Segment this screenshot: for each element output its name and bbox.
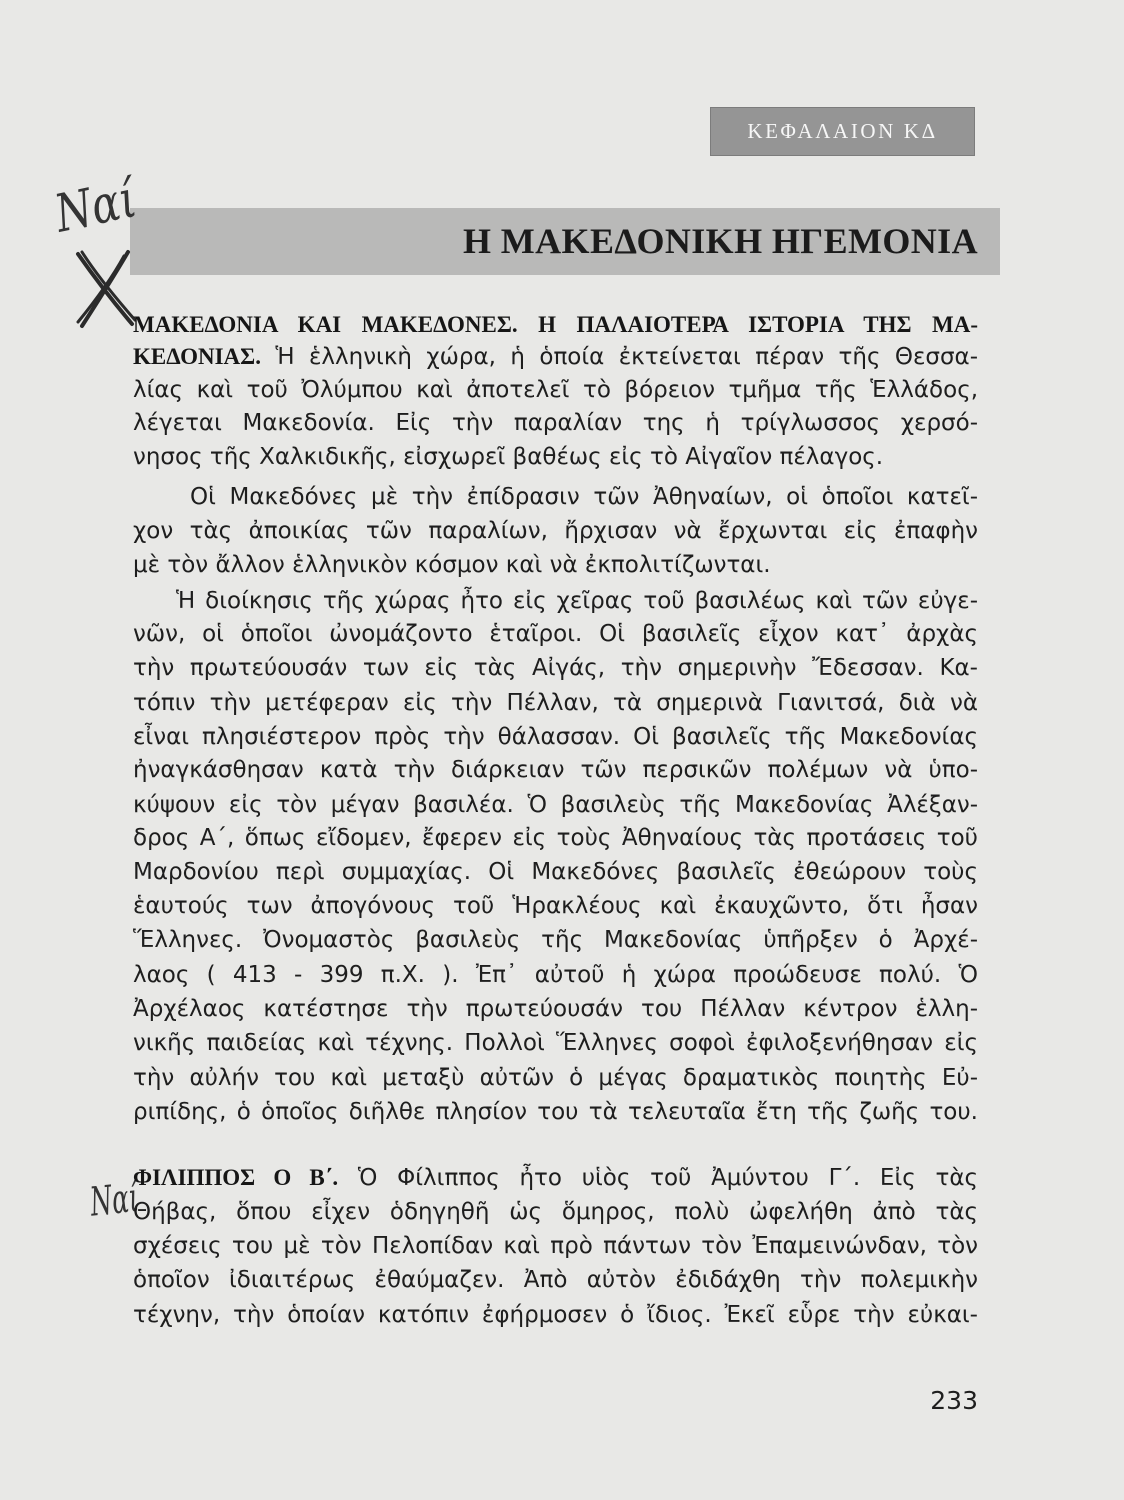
handwritten-note: Ναί: [88, 1174, 141, 1226]
text-line: ριπίδης, ὁ ὁποῖος διῆλθε πλησίον του τὰ τελευταῖα ἔτη τῆς ζωῆς του.: [133, 1099, 978, 1125]
text-line: τόπιν τὴν μετέφεραν εἰς τὴν Πέλλαν, τὰ σημερινὰ Γιανιτσά, διὰ νὰ: [133, 690, 978, 716]
text-line: Οἱ Μακεδόνες μὲ τὴν ἐπίδρασιν τῶν Ἀθηναίων, οἱ ὁποῖοι κατεῖ-: [190, 484, 978, 510]
handwritten-note: Ναί: [50, 169, 142, 245]
section-heading: ΦΙΛΙΠΠΟΣ Ο Β΄.: [133, 1165, 339, 1190]
section-heading: ΜΑΚΕΔΟΝΙΑ ΚΑΙ ΜΑΚΕΔΟΝΕΣ. Η ΠΑΛΑΙΟΤΕΡΑ ΙΣΤΟΡΙΑ ΤΗΣ ΜΑ-: [133, 312, 978, 337]
text-line: [133, 1161, 978, 1195]
text-line: Θήβας, ὅπου εἶχεν ὁδηγηθῆ ὡς ὅμηρος, πολὺ ὠφελήθη ἀπὸ τὰς: [133, 1199, 978, 1225]
text-line: Ἡ διοίκησις τῆς χώρας ἦτο εἰς χεῖρας τοῦ βασιλέως καὶ τῶν εὐγε-: [176, 588, 978, 614]
text-line: τὴν πρωτεύουσάν των εἰς τὰς Αἰγάς, τὴν σημερινὴν Ἔδεσσαν. Κα-: [133, 655, 978, 681]
chapter-label: ΚΕΦΑΛΑΙΟΝ ΚΔ: [710, 107, 975, 156]
section-heading: ΚΕΔΟΝΙΑΣ.: [133, 344, 261, 369]
text-line: λέγεται Μακεδονία. Εἰς τὴν παραλίαν της ἡ τρίγλωσσος χερσό-: [133, 410, 978, 436]
text-line: νῶν, οἱ ὁποῖοι ὠνομάζοντο ἑταῖροι. Οἱ βασιλεῖς εἶχον κατ᾿ ἀρχὰς: [133, 621, 978, 647]
text-line: [133, 340, 978, 374]
text-line: μὲ τὸν ἄλλον ἑλληνικὸν κόσμον καὶ νὰ ἐκπολιτίζωνται.: [133, 552, 771, 578]
handwritten-cross-mark: [62, 246, 142, 330]
text-line: Μαρδονίου περὶ συμμαχίας. Οἱ Μακεδόνες βασιλεῖς ἐθεώρουν τοὺς: [133, 859, 978, 885]
page-number: 233: [930, 1386, 978, 1415]
chapter-title: Η ΜΑΚΕΔΟΝΙΚΗ ΗΓΕΜΟΝΙΑ: [462, 221, 978, 261]
text-line: ἑαυτούς των ἀπογόνους τοῦ Ἡρακλέους καὶ ἐκαυχῶντο, ὅτι ἦσαν: [133, 893, 978, 919]
text-line-content: Ὁ Φίλιππος ἦτο υἱὸς τοῦ Ἀμύντου Γ΄. Εἰς τὰς: [357, 1165, 978, 1191]
text-line: νησος τῆς Χαλκιδικῆς, εἰσχωρεῖ βαθέως εἰς τὸ Αἰγαῖον πέλαγος.: [133, 444, 884, 470]
text-line: σχέσεις του μὲ τὸν Πελοπίδαν καὶ πρὸ πάντων τὸν Ἐπαμεινώνδαν, τὸν: [133, 1233, 978, 1259]
text-line: Ἀρχέλαος κατέστησε τὴν πρωτεύουσάν του Πέλλαν κέντρον ἑλλη-: [133, 996, 978, 1022]
text-line: τὴν αὐλήν του καὶ μεταξὺ αὐτῶν ὁ μέγας δραματικὸς ποιητὴς Εὐ-: [133, 1065, 978, 1091]
title-band: [130, 208, 1000, 275]
text-line: εἶναι πλησιέστερον πρὸς τὴν θάλασσαν. Οἱ βασιλεῖς τῆς Μακεδονίας: [133, 724, 978, 750]
text-line: δρος Α΄, ὅπως εἴδομεν, ἔφερεν εἰς τοὺς Ἀθηναίους τὰς προτάσεις τοῦ: [133, 825, 978, 851]
text-line: ἠναγκάσθησαν κατὰ τὴν διάρκειαν τῶν περσικῶν πολέμων νὰ ὑπο-: [133, 757, 978, 783]
text-line: λίας καὶ τοῦ Ὀλύμπου καὶ ἀποτελεῖ τὸ βόρειον τμῆμα τῆς Ἑλλάδος,: [133, 377, 978, 403]
text-line: ὁποῖον ἰδιαιτέρως ἐθαύμαζεν. Ἀπὸ αὐτὸν ἐδιδάχθη τὴν πολεμικὴν: [133, 1267, 978, 1293]
text-line: νικῆς παιδείας καὶ τέχνης. Πολλοὶ Ἕλληνες σοφοὶ ἐφιλοξενήθησαν εἰς: [133, 1030, 978, 1056]
text-line: τέχνην, τὴν ὁποίαν κατόπιν ἐφήρμοσεν ὁ ἴδιος. Ἐκεῖ εὗρε τὴν εὐκαι-: [133, 1302, 978, 1328]
text-line: λαος ( 413 - 399 π.Χ. ). Ἐπ᾿ αὐτοῦ ἡ χώρα προώδευσε πολύ. Ὁ: [133, 962, 978, 988]
text-line: Ἕλληνες. Ὀνομαστὸς βασιλεὺς τῆς Μακεδονίας ὑπῆρξεν ὁ Ἀρχέ-: [133, 927, 978, 953]
text-line: κύψουν εἰς τὸν μέγαν βασιλέα. Ὁ βασιλεὺς τῆς Μακεδονίας Ἀλέξαν-: [133, 792, 978, 818]
text-line-content: Ἡ ἑλληνικὴ χώρα, ἡ ὁποία ἐκτείνεται πέραν τῆς Θεσσα-: [275, 344, 978, 370]
text-line: χον τὰς ἀποικίας τῶν παραλίων, ἤρχισαν νὰ ἔρχωνται εἰς ἐπαφὴν: [133, 518, 978, 544]
